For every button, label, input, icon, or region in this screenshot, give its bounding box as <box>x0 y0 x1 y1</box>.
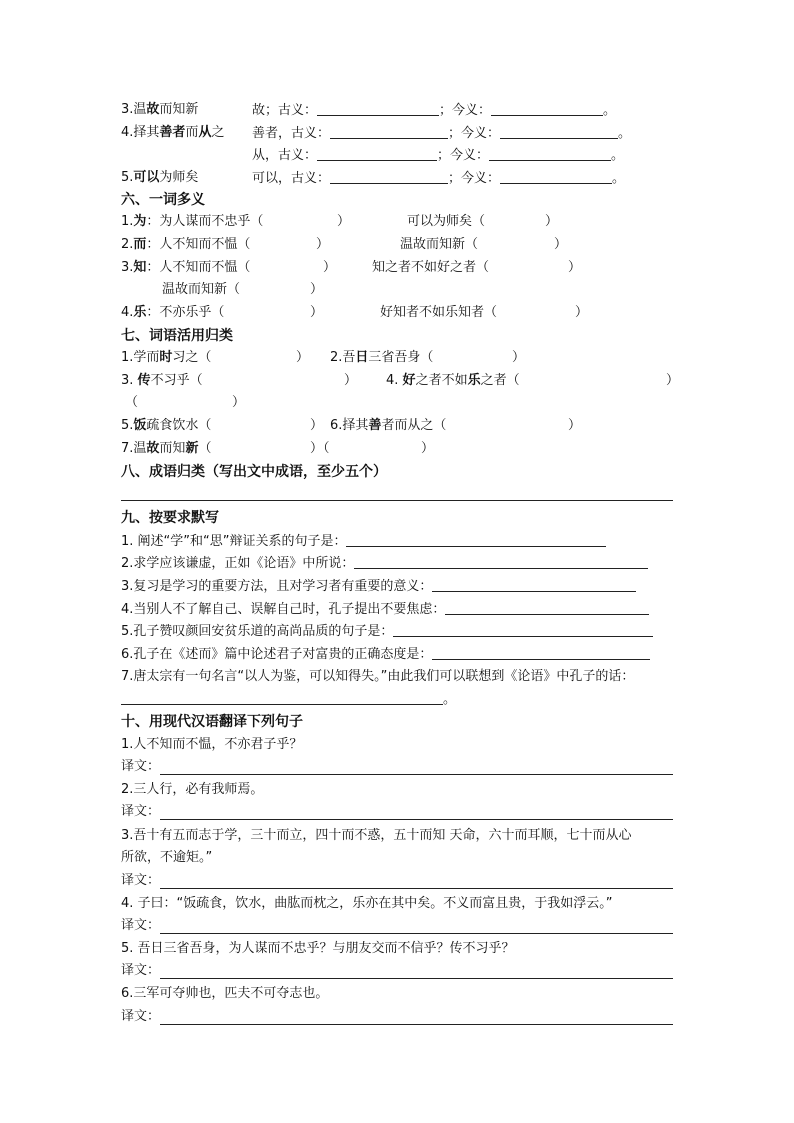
keyword: 善者 <box>159 125 186 140</box>
gujin-answer-5 <box>252 169 625 188</box>
translation-line[interactable] <box>160 819 673 820</box>
translation-label: 译文： <box>121 804 161 819</box>
item-text: 6.择其 <box>330 418 369 433</box>
item-text: 三省吾身（ <box>368 350 434 365</box>
paren-close: ） <box>344 373 358 388</box>
section-10-heading: 十、用现代汉语翻译下列句子 <box>121 714 303 730</box>
row-text: 之 <box>211 125 225 140</box>
section-8-heading: 八、成语归类（写出文中成语，至少五个） <box>121 464 387 480</box>
usage-7 <box>121 440 211 458</box>
polysemy-3c: 温故而知新（ <box>162 282 241 297</box>
answer-blank[interactable] <box>121 690 443 705</box>
item-num: 2. <box>121 237 134 252</box>
polysemy-4b: 好知者不如乐知者（ <box>380 305 498 320</box>
paren-close: ） <box>310 418 324 433</box>
recite-item-6 <box>121 645 650 664</box>
section-9-heading: 九、按要求默写 <box>121 510 219 526</box>
translation-line[interactable] <box>160 774 673 775</box>
item-text: 4. <box>386 373 403 388</box>
polysemy-1b: 可以为师矣（ <box>407 214 486 229</box>
keyword: 故 <box>146 102 160 117</box>
sep-label: ；今义： <box>448 126 501 141</box>
answer-blank[interactable] <box>393 622 653 637</box>
sep-label: ；今义： <box>437 148 490 163</box>
translate-item-3-cont: 所欲，不逾矩。” <box>121 850 213 865</box>
paren-close: ） <box>575 305 589 320</box>
translate-item-4: 4. 子曰：“饭疏食，饮水，曲肱而枕之，乐亦在其中矣。不义而富且贵，于我如浮云。” <box>121 896 613 911</box>
answer-blank[interactable] <box>330 124 448 139</box>
row-text: 3.温 <box>121 102 147 117</box>
recite-item-2 <box>121 554 648 573</box>
item-text: 3. <box>121 373 138 388</box>
item-num: 1. <box>121 214 134 229</box>
item-text: ：不亦乐乎（ <box>146 305 225 320</box>
item-text: 疏食饮水（ <box>146 418 212 433</box>
recite-item-5 <box>121 622 653 641</box>
translate-item-3: 3.吾十有五而志于学，三十而立，四十而不惑，五十而知 天命，六十而耳顺，七十而从心 <box>121 828 632 843</box>
paren-close: ） <box>316 237 330 252</box>
period: 。 <box>611 148 625 163</box>
translate-item-1: 1.人不知而不愠，不亦君子乎？ <box>121 737 303 752</box>
answer-blank[interactable] <box>500 169 612 184</box>
gujin-answer-4b <box>252 146 624 165</box>
term-label: 善者，古义： <box>252 126 331 141</box>
term-label: 可以，古义： <box>252 171 331 186</box>
polysemy-4 <box>121 304 224 322</box>
translation-label: 译文： <box>121 1009 161 1024</box>
paren-close: ） <box>512 350 526 365</box>
item-text: 6.孔子在《述而》篇中论述君子对富贵的正确态度是： <box>121 647 433 662</box>
item-text: 者而从之（ <box>381 418 447 433</box>
keyword: 饭 <box>133 418 147 433</box>
answer-blank[interactable] <box>432 645 650 660</box>
usage-2 <box>330 349 433 367</box>
item-text: 1.学而 <box>121 350 160 365</box>
idiom-answer-line[interactable] <box>121 500 673 501</box>
polysemy-3b: 知之者不如好之者（ <box>372 260 490 275</box>
item-text: 5. <box>121 418 134 433</box>
row-text: 4.择其 <box>121 125 160 140</box>
term-label: 从，古义： <box>252 148 318 163</box>
answer-blank[interactable] <box>317 146 437 161</box>
recite-item-4 <box>121 600 649 619</box>
item-text: ：为人谋而不忠乎（ <box>146 214 264 229</box>
sep-label: ；今义： <box>448 171 501 186</box>
keyword: 时 <box>159 350 173 365</box>
period: 。 <box>443 692 457 707</box>
polysemy-2 <box>121 236 250 254</box>
paren-close: ） <box>296 350 310 365</box>
paren-pair: ）（ <box>310 441 330 456</box>
section-7-heading: 七、词语活用归类 <box>121 328 233 344</box>
usage-6 <box>330 417 446 435</box>
recite-item-3 <box>121 577 636 596</box>
sep-label: ；今义： <box>439 103 492 118</box>
paren-close: ） <box>310 282 324 297</box>
translation-label: 译文： <box>121 759 161 774</box>
item-text: ：人不知而不愠（ <box>146 237 251 252</box>
paren-close: ） <box>554 237 568 252</box>
answer-blank[interactable] <box>432 577 636 592</box>
recite-item-7: 7.唐太宗有一句名言“以人为鉴，可以知得失。”由此我们可以联想到《论语》中孔子的话： <box>121 669 635 684</box>
gujin-answer-3 <box>252 101 616 120</box>
translation-label: 译文： <box>121 873 161 888</box>
translation-label: 译文： <box>121 918 161 933</box>
keyword: 传 <box>137 373 151 388</box>
paren-close: ） <box>323 260 337 275</box>
item-text: 不习乎（ <box>150 373 203 388</box>
paren-close: ） <box>545 214 559 229</box>
answer-blank[interactable] <box>491 101 603 116</box>
period: 。 <box>612 171 626 186</box>
answer-blank[interactable] <box>489 146 611 161</box>
item-text: 3.复习是学习的重要方法，且对学习者有重要的意义： <box>121 579 433 594</box>
paren-close: ） <box>568 260 582 275</box>
keyword: 日 <box>355 350 369 365</box>
keyword: 故 <box>146 441 160 456</box>
item-num: 4. <box>121 305 134 320</box>
answer-blank[interactable] <box>354 554 648 569</box>
term-label: 故；古义： <box>252 103 318 118</box>
item-text: 5.孔子赞叹颜回安贫乐道的高尚品质的句子是： <box>121 624 394 639</box>
paren-close: ） <box>337 214 351 229</box>
row-text: 为师矣 <box>159 170 199 185</box>
gujin-answer-4 <box>252 124 631 143</box>
row-text: 5. <box>121 170 134 185</box>
translation-line[interactable] <box>160 933 673 934</box>
item-text: 之者不如 <box>415 373 468 388</box>
item-text: 2.吾 <box>330 350 356 365</box>
keyword: 善 <box>368 418 382 433</box>
keyword: 而 <box>133 237 147 252</box>
recite-item-1 <box>121 532 606 551</box>
keyword: 为 <box>133 214 147 229</box>
translation-line[interactable] <box>160 888 673 889</box>
usage-3 <box>121 372 203 390</box>
keyword: 新 <box>185 441 199 456</box>
gujin-row-5 <box>121 169 198 187</box>
usage-5 <box>121 417 211 435</box>
polysemy-2b: 温故而知新（ <box>400 237 479 252</box>
translation-line[interactable] <box>160 1024 673 1025</box>
polysemy-3 <box>121 259 250 277</box>
usage-1 <box>121 349 211 367</box>
item-text: （ <box>198 441 212 456</box>
item-text: 而知 <box>159 441 186 456</box>
item-text: 2.求学应该谦虚，正如《论语》中所说： <box>121 556 355 571</box>
answer-blank[interactable] <box>346 532 606 547</box>
item-text: 之者（ <box>480 373 520 388</box>
keyword: 乐 <box>133 305 147 320</box>
period: 。 <box>603 103 617 118</box>
gujin-row-3 <box>121 101 198 119</box>
answer-blank[interactable] <box>445 600 649 615</box>
item-text: 7.温 <box>121 441 147 456</box>
period: 。 <box>618 126 632 141</box>
polysemy-1 <box>121 213 263 231</box>
usage-4 <box>386 372 520 390</box>
keyword: 可以 <box>133 170 160 185</box>
paren-close: ） <box>232 395 246 410</box>
item-text: ：人不知而不愠（ <box>146 260 251 275</box>
item-num: 3. <box>121 260 134 275</box>
row-text: 而知新 <box>159 102 199 117</box>
usage-4-cont: （ <box>125 395 139 410</box>
translate-item-5: 5. 吾日三省吾身，为人谋而不忠乎？与朋友交而不信乎？传不习乎？ <box>121 941 515 956</box>
paren-close: ） <box>421 441 435 456</box>
paren-close: ） <box>310 305 324 320</box>
keyword: 从 <box>198 125 212 140</box>
item-text: 1. 阐述“学”和“思”辩证关系的句子是： <box>121 534 347 549</box>
item-text: 习之（ <box>172 350 212 365</box>
paren-close: ） <box>568 418 582 433</box>
paren-close: ） <box>666 373 680 388</box>
gujin-row-4 <box>121 124 224 142</box>
keyword: 好 <box>402 373 416 388</box>
recite-item-7-cont <box>121 690 456 709</box>
keyword: 知 <box>133 260 147 275</box>
translate-item-2: 2.三人行，必有我师焉。 <box>121 782 264 797</box>
answer-blank[interactable] <box>500 124 618 139</box>
item-text: 4.当别人不了解自己、误解自己时，孔子提出不要焦虑： <box>121 602 446 617</box>
translate-item-6: 6.三军可夺帅也，匹夫不可夺志也。 <box>121 986 329 1001</box>
answer-blank[interactable] <box>317 101 439 116</box>
translation-line[interactable] <box>160 978 673 979</box>
translation-label: 译文： <box>121 963 161 978</box>
row-text: 而 <box>185 125 199 140</box>
keyword: 乐 <box>467 373 481 388</box>
answer-blank[interactable] <box>330 169 448 184</box>
section-6-heading: 六、一词多义 <box>121 192 205 208</box>
